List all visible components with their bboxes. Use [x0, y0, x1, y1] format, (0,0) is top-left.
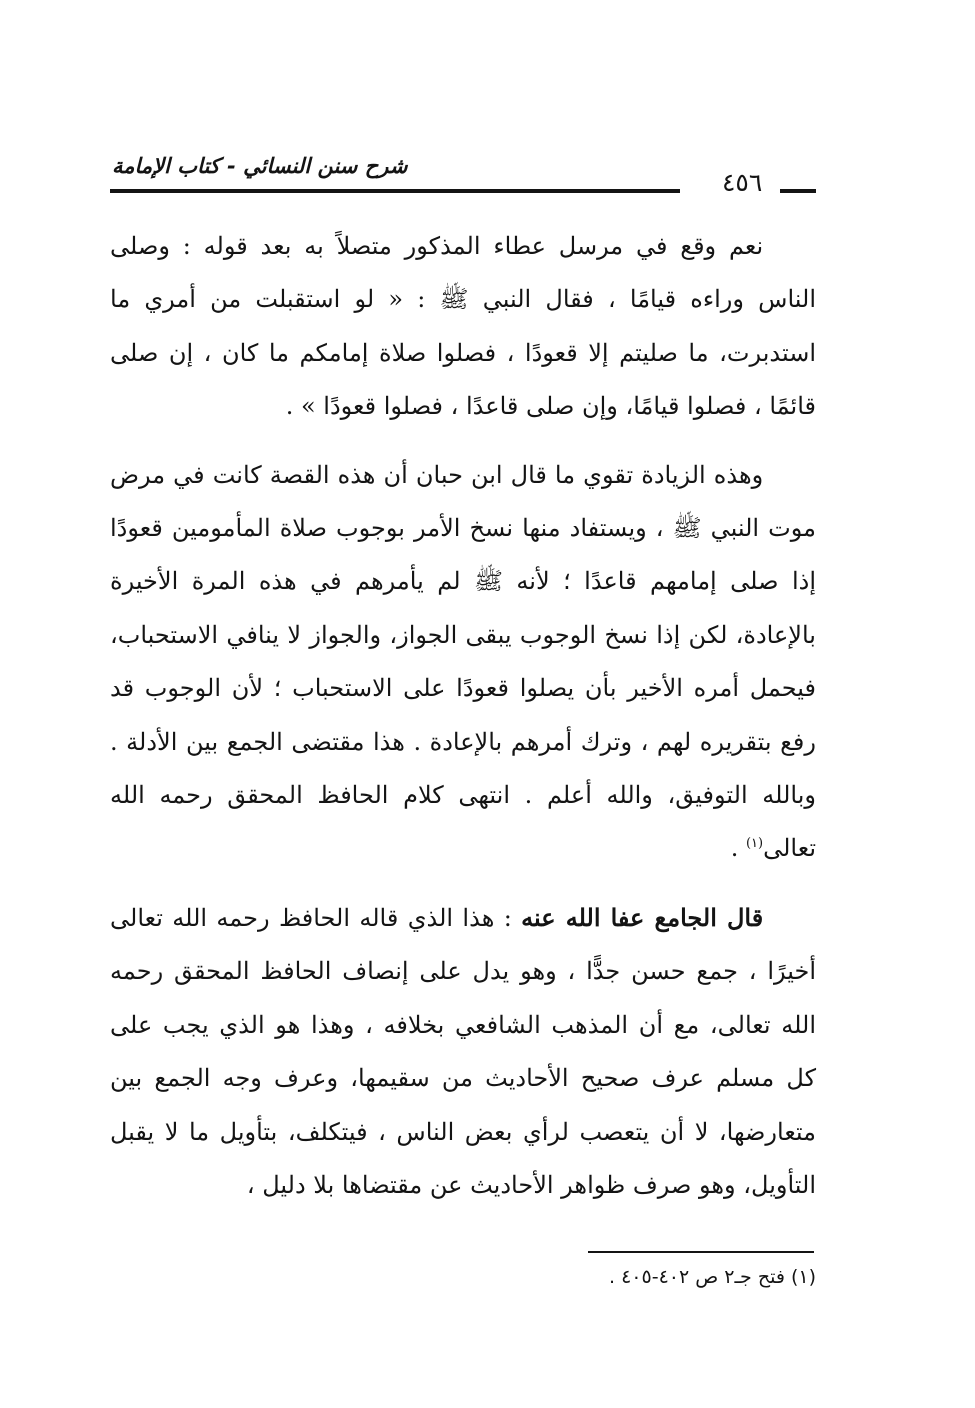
footnote: (١) فتح جـ٢ ص ٤٠٢-٤٠٥ .: [608, 1266, 816, 1288]
footnote-ref: (١): [745, 836, 764, 852]
paragraph-3-text: : هذا الذي قاله الحافظ رحمه الله تعالى أخيرًا ، جمع حسن جدًّا ، وهو يدل على إنصاف الحافظ المحقق رحمه الله تعالى، مع أن المذهب الشافعي بخلافه ، وهذا هو الذي يجب على كل مسلم عرف صحيح الأحاديث من سقيمها، وعرف وجه الجمع بين متعارضها، لا أن يتعصب لرأي بعض الناس ، فيتكلف، بتأويل ما لا يقبل التأويل، وهو صرف ظواهر الأحاديث عن مقتضاها بلا دليل ،: [110, 903, 816, 1199]
footnote-separator: [588, 1251, 814, 1253]
page-number: ٤٥٦: [722, 168, 763, 197]
main-text: [110, 220, 816, 1227]
paragraph-1: [110, 220, 816, 434]
page-number-rule: [780, 189, 816, 193]
paragraph-2-text: وهذه الزيادة تقوي ما قال ابن حبان أن هذه القصة كانت في مرض موت النبي ﷺ ، ويستفاد منها نسخ الأمر بوجوب صلاة المأمومين قعودًا إذا صلى إمامهم قاعدًا ؛ لأنه ﷺ لم يأمرهم في هذه المرة الأخيرة بالإعادة، لكن إذا نسخ الوجوب يبقى الجواز، والجواز لا ينافي الاستحباب، فيحمل أمره الأخير بأن يصلوا قعودًا على الاستحباب ؛ لأن الوجوب قد رفع بتقريره لهم ، وترك أمرهم بالإعادة . هذا مقتضى الجمع بين الأدلة . وبالله التوفيق، والله أعلم . انتهى كلام الحافظ المحقق رحمه الله تعالى: [110, 460, 816, 863]
page-header: [110, 148, 816, 198]
paragraph-3-lead: قال الجامع عفا الله عنه: [521, 902, 764, 932]
running-title: شرح سنن النسائي - كتاب الإمامة: [112, 154, 408, 178]
header-rule: [110, 189, 680, 193]
paragraph-2: [110, 449, 816, 876]
paragraph-1-text: نعم وقع في مرسل عطاء المذكور متصلاً به بعد قوله : وصلى الناس وراءه قيامًا ، فقال النبي ﷺ : « لو استقبلت من أمري ما استدبرت، ما صليتم إلا قعودًا ، فصلوا صلاة إمامكم ما كان ، إن صلى قائمًا ، فصلوا قيامًا، وإن صلى قاعدًا ، فصلوا قعودًا » .: [110, 232, 816, 421]
paragraph-3: [110, 891, 816, 1212]
paragraph-2-tail: .: [730, 834, 746, 863]
